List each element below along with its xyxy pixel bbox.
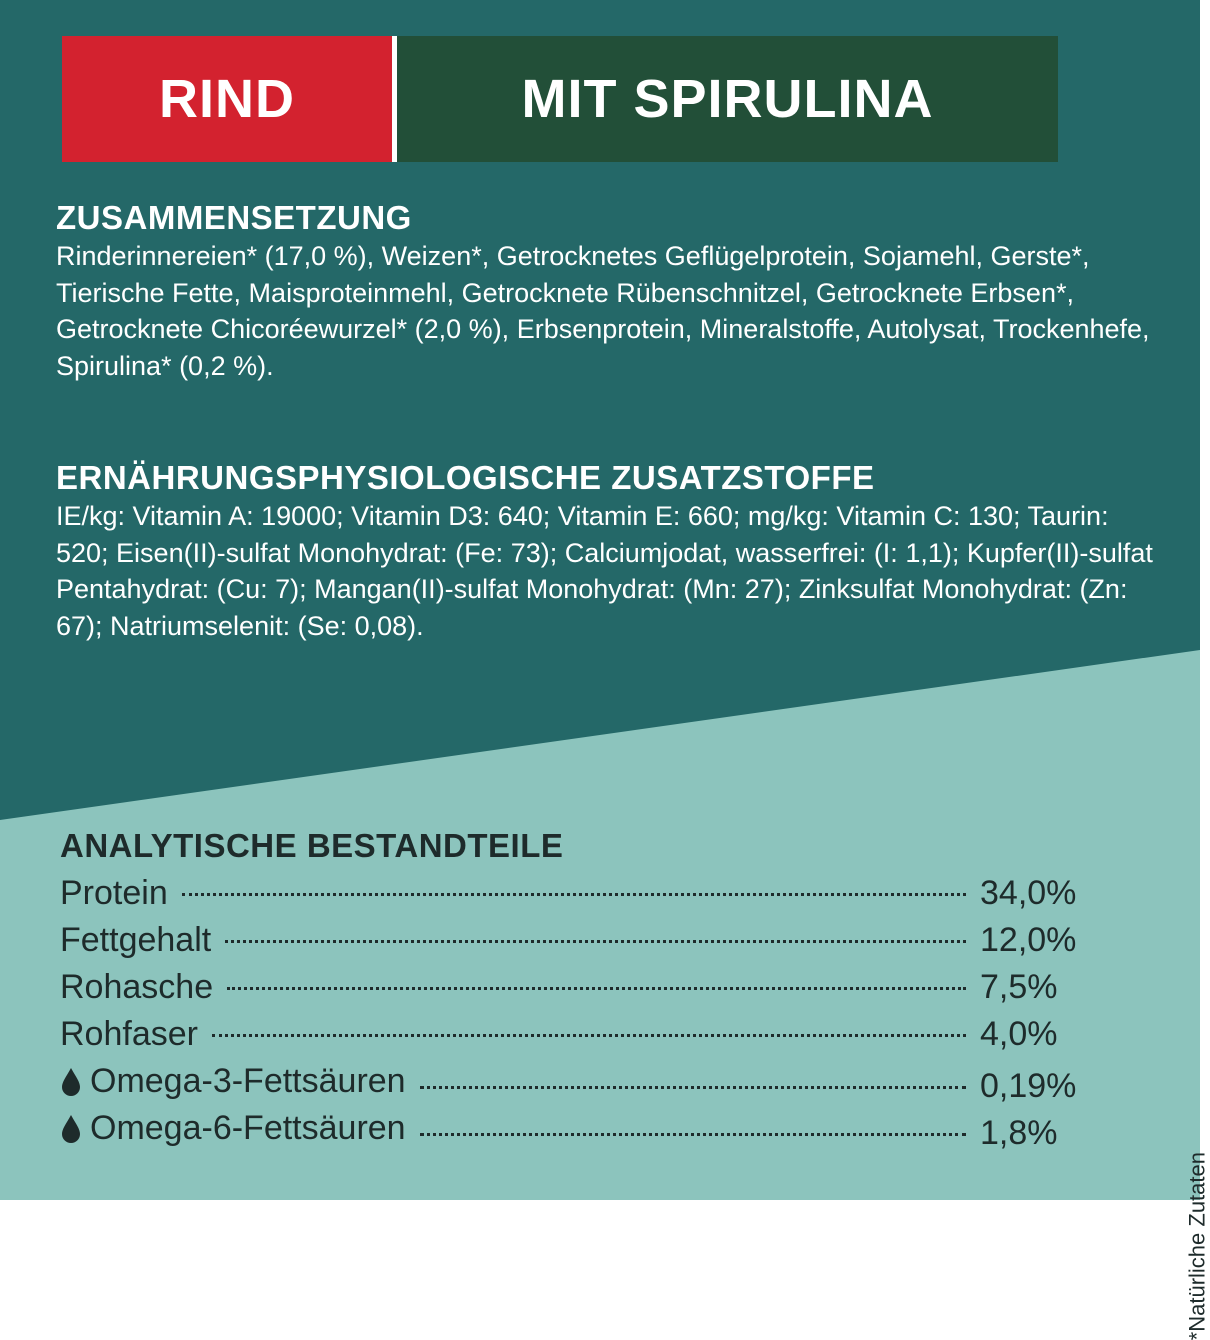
dot-leader xyxy=(227,987,966,990)
analysis-row xyxy=(60,968,1100,1015)
analysis-row xyxy=(60,874,1100,921)
dot-leader xyxy=(225,940,966,943)
row-value: 4,0% xyxy=(980,1015,1058,1053)
row-label: Rohfaser xyxy=(60,1015,198,1053)
composition-section xyxy=(56,198,1156,384)
row-label: Rohasche xyxy=(60,968,214,1006)
additives-heading: ERNÄHRUNGSPHYSIOLOGISCHE ZUSATZSTOFFE xyxy=(56,459,875,496)
dot-leader xyxy=(420,1133,966,1136)
product-banner xyxy=(62,36,1058,162)
flavor-label: RIND xyxy=(62,36,392,162)
dot-leader xyxy=(212,1034,966,1037)
analysis-row xyxy=(60,1109,1100,1156)
row-label: Omega-3-Fettsäuren xyxy=(90,1062,406,1100)
natural-ingredients-footnote: *Natürliche Zutaten xyxy=(1184,1152,1209,1340)
row-value: 0,19% xyxy=(980,1066,1077,1105)
analysis-row xyxy=(60,921,1100,968)
analysis-heading: ANALYTISCHE BESTANDTEILE xyxy=(60,827,564,864)
additives-section xyxy=(56,458,1156,644)
dot-leader xyxy=(420,1086,966,1089)
row-label: Fettgehalt xyxy=(60,921,212,959)
drop-icon xyxy=(60,1067,82,1097)
row-label: Protein xyxy=(60,874,168,912)
row-value: 7,5% xyxy=(980,968,1058,1006)
dot-leader xyxy=(182,893,966,896)
analysis-row xyxy=(60,1015,1100,1062)
row-value: 34,0% xyxy=(980,874,1077,912)
row-value: 1,8% xyxy=(980,1113,1058,1152)
composition-text: Rinderinnereien* (17,0 %), Weizen*, Getrocknetes Geflügelprotein, Sojamehl, Gerste*, Tierische Fette, Maisproteinmehl, Getrocknete Rübenschnitzel, Getrocknete Erbsen*, Getrocknete Chicoréewurzel* (2,0 %), Erbsenprotein, Mineralstoffe, Autolysat, Trockenhefe, Spirulina* (0,2 %). xyxy=(56,241,1150,381)
additives-text: IE/kg: Vitamin A: 19000; Vitamin D3: 640; Vitamin E: 660; mg/kg: Vitamin C: 130; Taurin: 520; Eisen(II)-sulfat Monohydrat: (Fe: 73); Calciumjodat, wasserfrei: (I: 1,1); Kupfer(II)-sulfat Pentahydrat: (Cu: 7); Mangan(II)-sulfat Monohydrat: (Mn: 27); Zinksulfat Monohydrat: (Zn: 67); Natriumselenit: (Se: 0,08). xyxy=(56,501,1153,641)
analysis-section xyxy=(60,826,1100,1156)
drop-icon xyxy=(60,1114,82,1144)
variant-label: MIT SPIRULINA xyxy=(397,36,1058,162)
composition-heading: ZUSAMMENSETZUNG xyxy=(56,199,412,236)
analysis-table xyxy=(60,874,1100,1156)
row-value: 12,0% xyxy=(980,921,1077,959)
row-label: Omega-6-Fettsäuren xyxy=(90,1109,406,1147)
analysis-row xyxy=(60,1062,1100,1109)
